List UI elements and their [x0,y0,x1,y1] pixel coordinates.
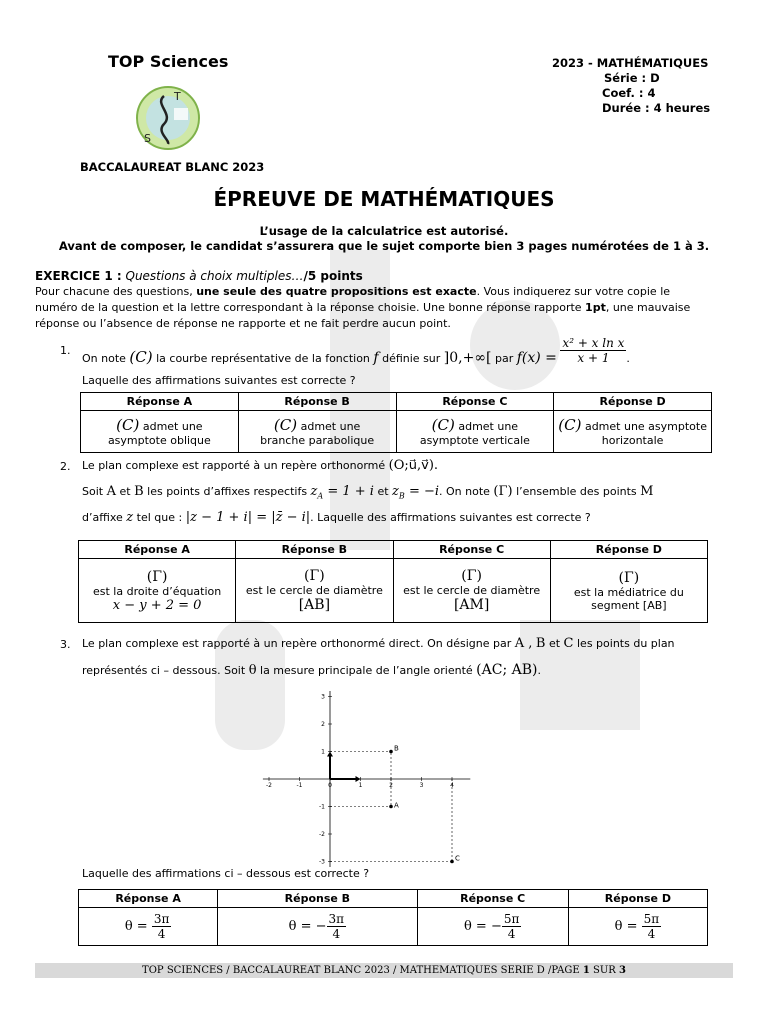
answer-line2: horizontale [601,434,664,447]
q1-answer-d [554,411,712,453]
curve-symbol: (C) [431,416,455,434]
fraction-denominator: 4 [157,927,166,941]
intro-line2: numéro de la question et la lettre correspondant à la réponse choisie. Une bonne réponse rapporte [35,301,586,314]
fraction-denominator: 4 [507,927,516,941]
q1-header-b: Réponse B [238,393,396,411]
exercise-subtitle: Questions à choix multiples… [125,269,304,283]
exercise-label: EXERCICE 1 : [35,269,122,283]
q1-answer-a [81,411,239,453]
gamma-symbol: (Γ) [146,568,168,585]
q3-text2: les points du plan [577,637,675,650]
q1-answer-c [396,411,554,453]
school-name: TOP Sciences [108,52,229,71]
q3-point-a: A , [514,636,533,651]
x-tick-label: 0 [328,782,332,789]
q1-statement: On note (C) la courbe représentative de la fonction f définie sur ]0,+∞[ par f(x) = $\frac{\text{x² + x ln x}}{x + 1}$ . [82,336,630,366]
q1-numerator: x² + x ln x [562,336,625,350]
q1-header-d: Réponse D [554,393,712,411]
y-tick-label: 3 [321,693,325,701]
fraction-numerator: 5π [503,912,520,926]
y-tick-label: -3 [319,858,325,866]
q2-zb: z [392,484,399,499]
school-logo [134,84,202,152]
page-title: ÉPREUVE DE MATHÉMATIQUES [213,187,555,211]
q2-zb-sub: B [398,491,405,501]
q3-text4: la mesure principale de l’angle orienté [260,664,473,677]
curve-symbol: (C) [558,416,582,434]
q1-header-c: Réponse C [396,393,554,411]
notice-calculator: L’usage de la calculatrice est autorisé. [259,224,509,238]
footer-page: 1 [582,965,590,976]
x-tick-label: 3 [419,782,424,789]
x-tick-label: 1 [358,782,363,789]
q2-text8: . Laquelle des affirmations suivantes est correcte ? [310,511,591,524]
intro-pt: 1pt [585,301,606,314]
intro-text: Pour chacune des questions, [35,285,197,298]
table-header-row [79,890,708,908]
q3-line1 [82,636,675,651]
duree: Durée : 4 heures [602,101,711,115]
footer-text: TOP SCIENCES / BACCALAUREAT BLANC 2023 / MATHEMATIQUES SERIE D /PAGE [142,965,583,976]
theta-lhs: θ = [463,919,487,934]
table-row [79,908,708,946]
q2-point-a: A [106,484,116,499]
exam-line: 2023 - MATHÉMATIQUES [552,56,709,70]
q2-and2: et [377,485,389,498]
point-label-c: C [455,854,460,863]
table-row [79,559,708,623]
answer-line1: est le cercle de diamètre [245,584,383,597]
q1-text2: la courbe représentative de la fonction [156,351,370,365]
q2-text2: Soit [82,485,104,498]
q2-header-c: Réponse C [393,541,550,559]
q1-denominator: x + 1 [577,351,610,365]
q3-header-a: Réponse A [79,890,218,908]
sign: − [315,919,327,934]
gamma-symbol: (Γ) [461,568,482,584]
q3-answer-c [417,908,568,946]
q1-text3: définie sur [382,351,441,365]
y-tick-label: 2 [321,721,325,728]
page-footer [35,963,733,978]
bac-label: BACCALAUREAT BLANC 2023 [80,160,265,174]
q2-text7: tel que : [136,511,183,524]
svg-text:S: S [144,132,151,145]
gamma-symbol: (Γ) [304,568,325,584]
x-tick-label: 2 [389,782,393,789]
theta-lhs: θ = [614,919,638,934]
q3-text1: Le plan complexe est rapporté à un repère orthonormé direct. On désigne par [82,637,512,650]
answer-line2: x − y + 2 = 0 [112,597,202,613]
notice-pages: Avant de composer, le candidat s’assurera que le sujet comporte bien 3 pages numérotées de 1 à 3. [58,239,710,253]
q3-answer-table [78,889,708,946]
q2-text4: . On note [439,485,490,498]
q1-interval: ]0,+∞[ [443,349,492,366]
answer-line1: est la droite d’équation [93,584,222,598]
answer-line2: [AB] [298,597,331,613]
curve-symbol: (C) [273,416,298,434]
q3-header-d: Réponse D [568,890,707,908]
theta-lhs: θ = [124,919,148,934]
fraction-numerator: 3π [328,912,345,926]
q2-line2 [82,484,653,501]
x-tick-label: 4 [450,782,454,789]
q1-text1: On note [82,351,126,365]
q3-answer-a [79,908,218,946]
q2-answer-table [78,540,708,623]
q1-fraction [560,336,626,365]
point-c [450,860,454,864]
answer-line2: [AM] [453,597,490,613]
q2-number: 2. [60,460,71,473]
q2-answer-b [236,559,393,623]
q2-text3: les points d’affixes respectifs [147,485,308,498]
q1-answer-b [238,411,396,453]
coordinate-graph [262,690,477,870]
intro-line3: réponse ou l’absence de réponse ne rapporte et ne fait perdre aucun point. [35,317,451,330]
q2-za-sub: A [317,491,324,501]
gamma-symbol: (Γ) [618,569,640,586]
answer-line2: branche parabolique [260,434,375,447]
q2-z: z [126,510,134,525]
q3-text5: . [537,664,541,677]
answer-line2: asymptote verticale [419,434,530,447]
q2-header-b: Réponse B [236,541,393,559]
q2-point-m: M [640,484,654,499]
svg-text:T: T [174,90,181,103]
q2-text1: Le plan complexe est rapporté à un repère orthonormé [82,459,386,472]
y-tick-label: 1 [321,748,325,756]
exercise-intro [35,284,735,332]
q3-text3: représentés ci – dessous. Soit [82,664,246,677]
point-b [389,750,393,754]
q3-angle: (AC; AB) [476,662,538,678]
q2-text6: d’affixe [82,511,123,524]
point-label-b: B [394,744,399,753]
serie: Série : D [604,71,660,85]
table-header-row [81,393,712,411]
q2-answer-c [393,559,550,623]
sign: − [490,919,502,934]
intro-bold: une seule des quatre propositions est exacte [196,285,477,298]
x-tick-label: -2 [266,782,272,789]
q2-header-d: Réponse D [550,541,707,559]
q2-line1 [82,458,438,473]
q2-equation: |z − 1 + i| = |z̄ − i| [185,510,311,525]
q1-number: 1. [60,344,71,357]
q2-za-value: = 1 + i [327,484,374,499]
q3-theta: θ [248,663,257,678]
fraction-denominator: 4 [647,927,656,941]
answer-line1: est le cercle de diamètre [403,584,541,597]
q1-fx: f(x) = [516,349,557,366]
curve-symbol: (C) [116,416,140,434]
q3-and: et [548,637,561,650]
q1-f: f [373,349,379,366]
q2-frame: (O;u⃗,v⃗). [388,458,439,473]
point-a [389,805,393,809]
q1-header-a: Réponse A [81,393,239,411]
exercise-header [35,269,363,283]
q2-line3 [82,510,591,525]
answer-line1: admet une [458,420,519,433]
answer-line2: segment [AB] [591,598,667,612]
intro-text-end: . Vous indiquerez sur votre copie le [476,285,671,298]
x-tick-label: -1 [296,782,303,789]
q1-text4: par [494,351,514,365]
q2-answer-a [79,559,236,623]
q2-text5: l’ensemble des points [516,485,637,498]
y-tick-label: -2 [319,831,325,838]
q3-answer-b [218,908,417,946]
answer-line2: asymptote oblique [107,434,211,447]
unit-vector-v-arrow [327,752,333,757]
table-row [81,411,712,453]
q3-header-b: Réponse B [218,890,417,908]
answer-line1: admet une [142,420,203,433]
fraction-numerator: 3π [153,912,170,926]
q3-answer-d [568,908,707,946]
q3-header-c: Réponse C [417,890,568,908]
y-tick-label: -1 [319,803,325,811]
fraction-numerator: 5π [643,912,660,926]
q3-number: 3. [60,638,71,651]
answer-line1: est la médiatrice du [573,585,684,599]
coef: Coef. : 4 [602,86,656,100]
footer-sur: SUR [589,965,619,976]
point-label-a: A [394,801,399,810]
q2-za: z [310,484,318,499]
q2-zb-value: = −i [408,484,440,499]
answer-line1: admet une [300,420,361,433]
footer-total: 3 [618,965,626,976]
fraction-denominator: 4 [332,927,341,941]
q2-answer-d [550,559,707,623]
q3-line2 [82,662,541,678]
q2-gamma: (Γ) [493,484,513,499]
theta-lhs: θ = [288,919,312,934]
q2-point-b: B [134,484,144,499]
q1-answer-table [80,392,712,453]
q3-point-c: C [563,636,574,651]
q3-question: Laquelle des affirmations ci – dessous est correcte ? [82,867,370,880]
q2-and: et [119,485,131,498]
answer-line1: admet une asymptote [584,420,707,433]
q3-point-b: B [535,636,546,651]
q1-question: Laquelle des affirmations suivantes est correcte ? [82,374,356,387]
q1-curve-symbol: (C) [129,347,153,366]
exercise-points: /5 points [303,269,363,283]
q2-header-a: Réponse A [79,541,236,559]
intro-line2-end: , une mauvaise [605,301,691,314]
table-header-row [79,541,708,559]
